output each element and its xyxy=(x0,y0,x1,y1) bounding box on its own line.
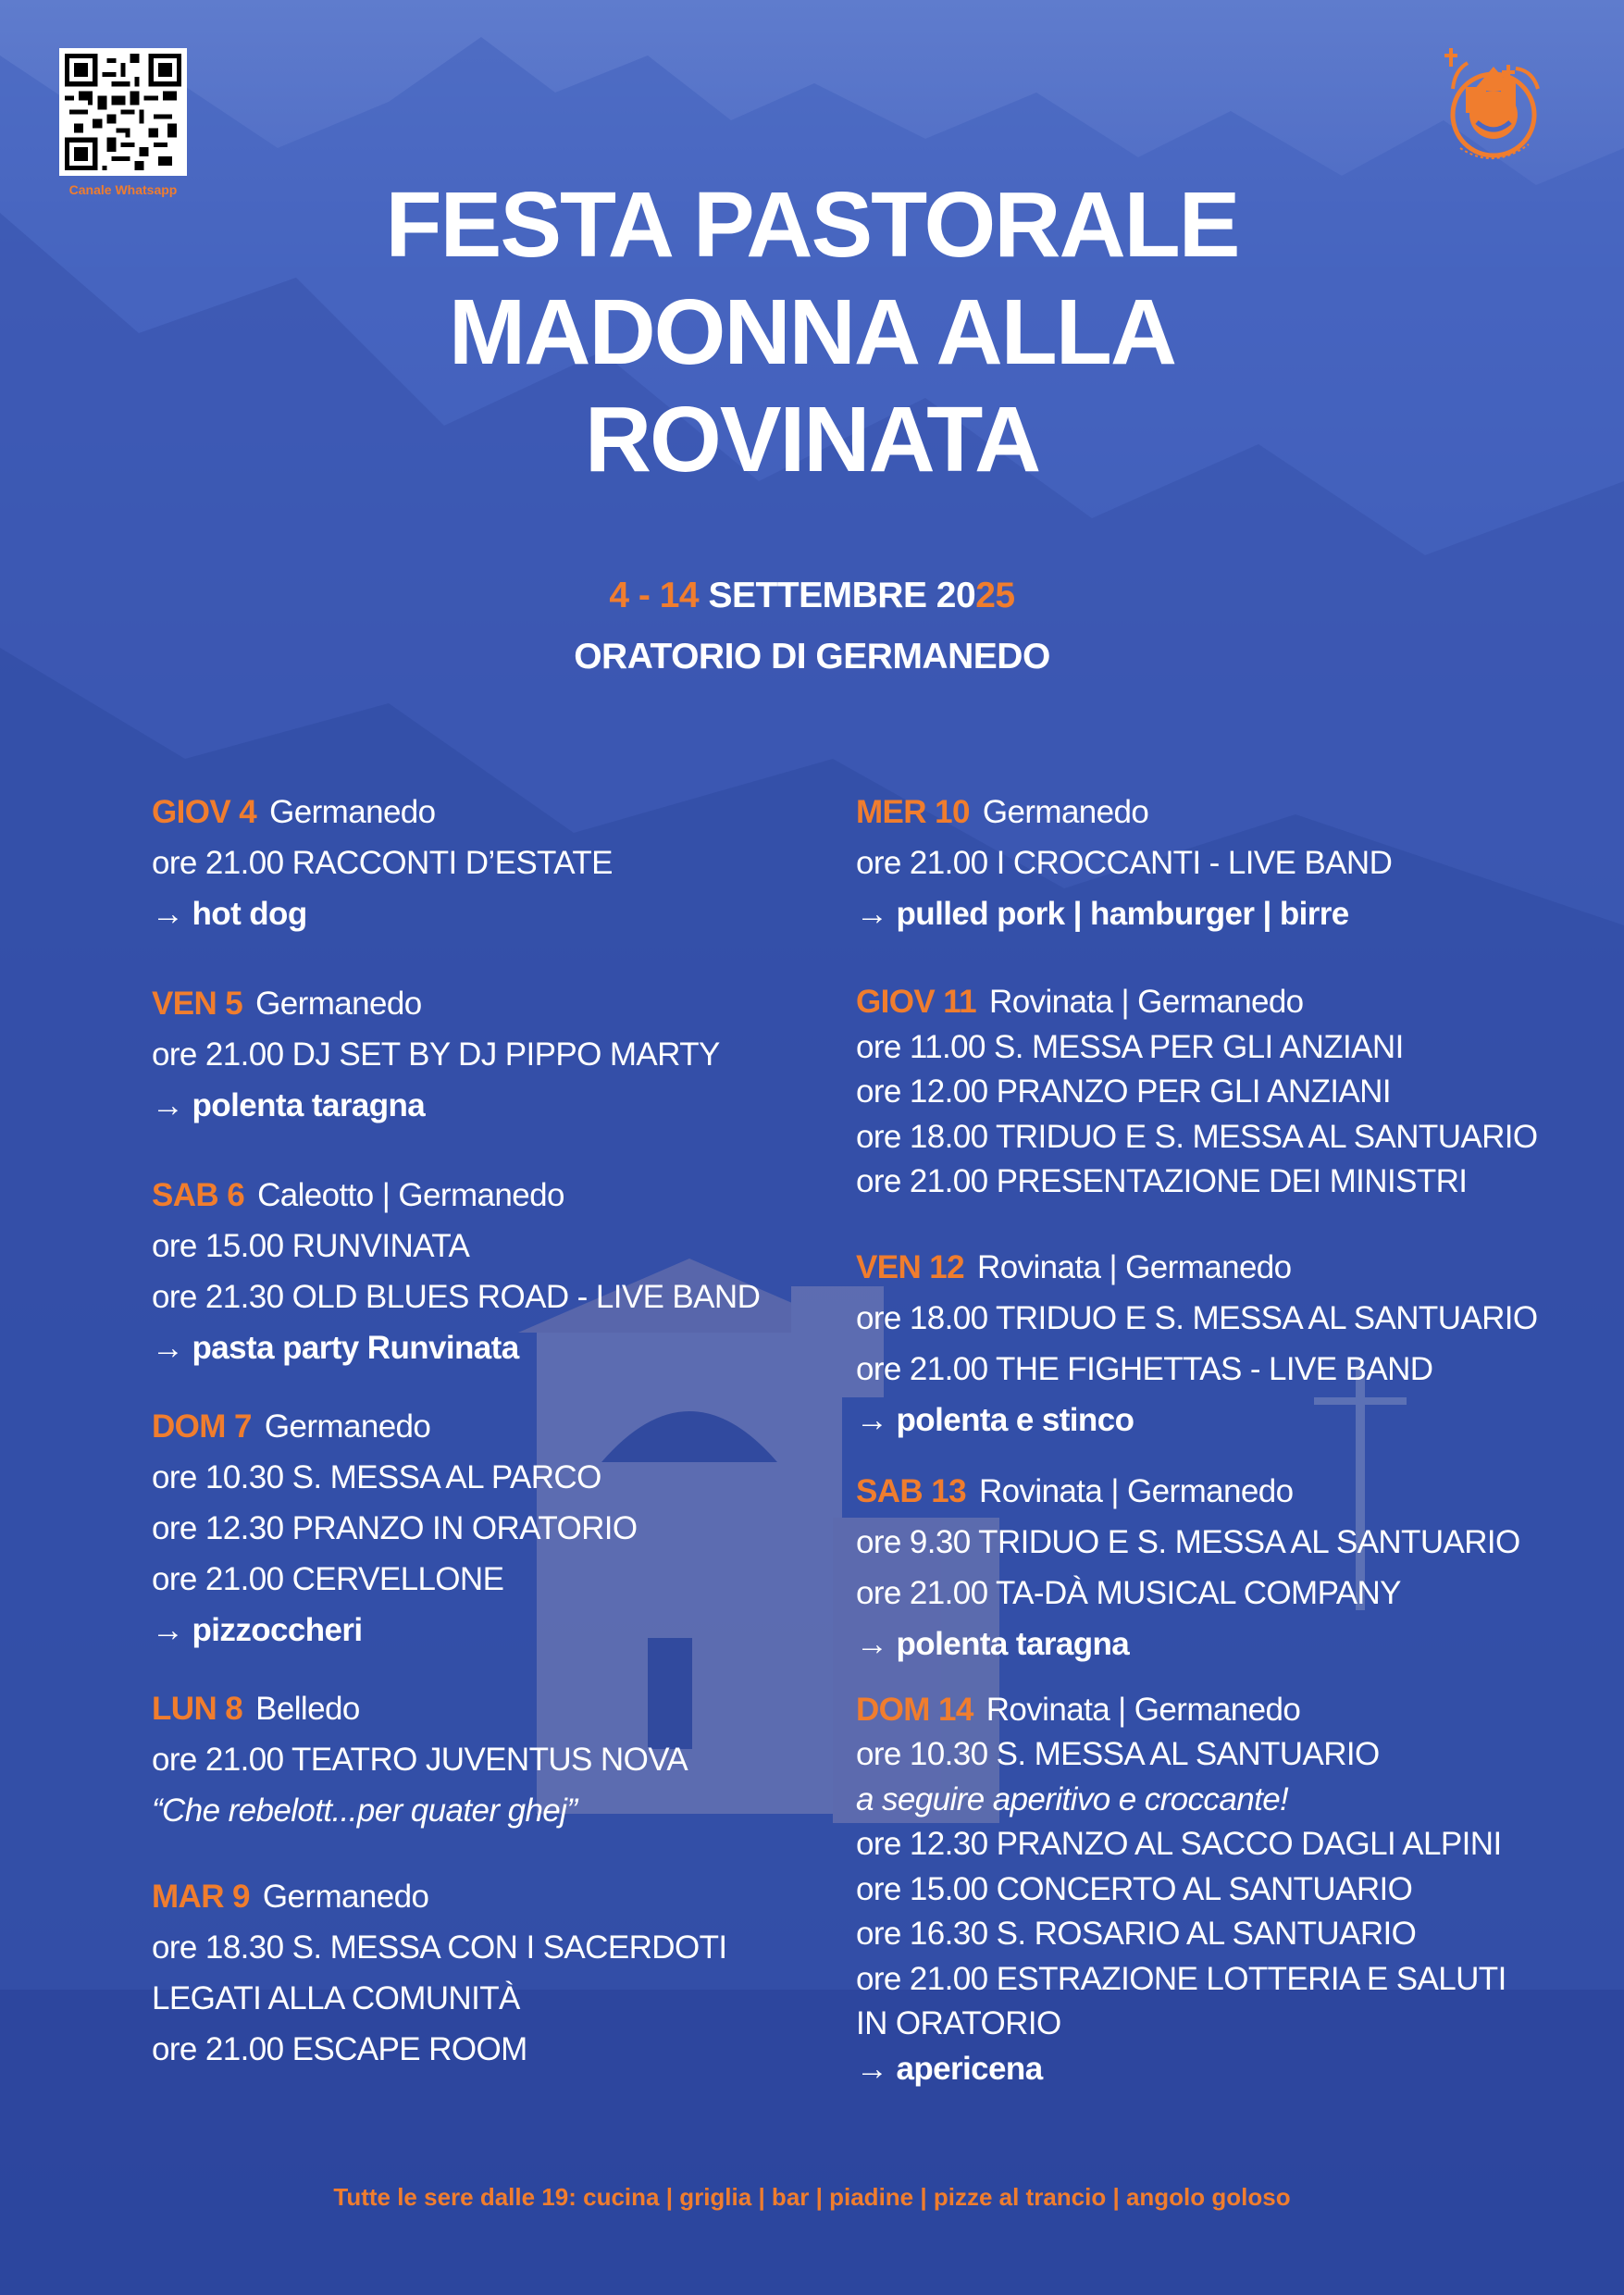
food-item: → apericena xyxy=(856,2050,1043,2087)
event-line: ore 21.00 THE FIGHETTAS - LIVE BAND xyxy=(856,1350,1433,1387)
date-range: 4 - 14 xyxy=(609,576,700,615)
schedule-right-column xyxy=(856,787,1596,2130)
day-place: Rovinata | Germanedo xyxy=(977,1248,1292,1285)
date-year-suffix: 25 xyxy=(975,576,1015,615)
day-place: Rovinata | Germanedo xyxy=(978,1472,1294,1509)
day-place: Germanedo xyxy=(255,986,422,1022)
day-label: MER 10 xyxy=(856,794,970,830)
food-item: → polenta taragna xyxy=(152,1087,426,1123)
date-month-year: SETTEMBRE 20 xyxy=(699,576,976,615)
day-label: LUN 8 xyxy=(152,1691,243,1727)
event-note: “Che rebelott...per quater ghej” xyxy=(152,1793,577,1829)
event-line: ore 12.00 PRANZO PER GLI ANZIANI xyxy=(856,1073,1391,1110)
event-line: ore 15.00 CONCERTO AL SANTUARIO xyxy=(856,1870,1413,1907)
day-place: Germanedo xyxy=(262,1879,429,1915)
day-place: Belledo xyxy=(255,1691,360,1727)
day-place: Germanedo xyxy=(264,1408,431,1445)
day-entry xyxy=(856,1242,1596,1445)
food-item: → pasta party Runvinata xyxy=(152,1330,519,1366)
day-label: VEN 12 xyxy=(856,1248,965,1285)
event-line: ore 11.00 S. MESSA PER GLI ANZIANI xyxy=(856,1028,1404,1065)
day-label: GIOV 4 xyxy=(152,794,257,830)
day-label: SAB 6 xyxy=(152,1177,245,1213)
title-line-1: FESTA PASTORALE xyxy=(385,173,1239,277)
event-note: a seguire aperitivo e croccante! xyxy=(856,1780,1289,1817)
day-label: MAR 9 xyxy=(152,1879,250,1915)
event-line: IN ORATORIO xyxy=(856,2005,1061,2041)
footer-note: Tutte le sere dalle 19: cucina | griglia | bar | piadine | pizze al trancio | angolo goloso xyxy=(333,2183,1291,2211)
day-entry xyxy=(856,1688,1596,2092)
schedule-left-column xyxy=(152,787,837,2114)
event-line: LEGATI ALLA COMUNITÀ xyxy=(152,1980,520,2016)
day-entry xyxy=(152,1170,837,1373)
day-entry xyxy=(856,1466,1596,1669)
event-line: ore 21.00 RACCONTI D’ESTATE xyxy=(152,845,613,881)
title-line-2: MADONNA ALLA xyxy=(448,280,1176,384)
event-line: ore 9.30 TRIDUO E S. MESSA AL SANTUARIO xyxy=(856,1523,1520,1560)
event-dates xyxy=(0,576,1624,616)
day-label: DOM 14 xyxy=(856,1691,973,1728)
event-line: ore 18.30 S. MESSA CON I SACERDOTI xyxy=(152,1929,727,1966)
day-entry xyxy=(856,787,1596,939)
group-logo xyxy=(1436,33,1556,172)
event-line: ore 18.00 TRIDUO E S. MESSA AL SANTUARIO xyxy=(856,1299,1538,1336)
food-item: → polenta e stinco xyxy=(856,1401,1134,1438)
event-line: ore 18.00 TRIDUO E S. MESSA AL SANTUARIO xyxy=(856,1118,1538,1155)
day-entry xyxy=(856,980,1596,1205)
day-place: Caleotto | Germanedo xyxy=(257,1177,564,1213)
day-place: Germanedo xyxy=(269,794,436,830)
event-venue: ORATORIO DI GERMANEDO xyxy=(574,637,1050,676)
event-line: ore 12.30 PRANZO IN ORATORIO xyxy=(152,1510,638,1546)
event-title xyxy=(0,171,1624,493)
event-line: ore 10.30 S. MESSA AL SANTUARIO xyxy=(856,1736,1380,1772)
day-entry xyxy=(152,1401,837,1656)
qr-caption: Canale Whatsapp xyxy=(68,182,178,197)
food-item: → pizzoccheri xyxy=(152,1612,363,1648)
food-item: → pulled pork | hamburger | birre xyxy=(856,896,1349,932)
event-line: ore 15.00 RUNVINATA xyxy=(152,1228,470,1264)
day-label: SAB 13 xyxy=(856,1472,966,1509)
event-line: ore 10.30 S. MESSA AL PARCO xyxy=(152,1459,601,1495)
food-item: → hot dog xyxy=(152,896,307,932)
event-line: ore 16.30 S. ROSARIO AL SANTUARIO xyxy=(856,1916,1417,1952)
day-place: Rovinata | Germanedo xyxy=(986,1691,1301,1728)
day-label: DOM 7 xyxy=(152,1408,252,1445)
day-label: VEN 5 xyxy=(152,986,243,1022)
event-line: ore 21.00 TA-DÀ MUSICAL COMPANY xyxy=(856,1574,1401,1611)
food-item: → polenta taragna xyxy=(856,1625,1130,1662)
event-line: ore 21.00 ESCAPE ROOM xyxy=(152,2031,527,2067)
qr-code[interactable] xyxy=(59,48,187,176)
event-line: ore 21.00 DJ SET BY DJ PIPPO MARTY xyxy=(152,1036,720,1073)
event-line: ore 12.30 PRANZO AL SACCO DAGLI ALPINI xyxy=(856,1826,1502,1862)
day-entry xyxy=(152,1871,837,2075)
day-entry xyxy=(152,787,837,939)
day-place: Germanedo xyxy=(982,794,1149,830)
day-entry xyxy=(152,978,837,1131)
event-line: ore 21.00 I CROCCANTI - LIVE BAND xyxy=(856,845,1393,881)
event-line: ore 21.00 PRESENTAZIONE DEI MINISTRI xyxy=(856,1163,1468,1199)
event-line: ore 21.00 ESTRAZIONE LOTTERIA E SALUTI xyxy=(856,1960,1506,1997)
event-line: ore 21.00 TEATRO JUVENTUS NOVA xyxy=(152,1742,688,1778)
event-line: ore 21.00 CERVELLONE xyxy=(152,1561,504,1597)
day-place: Rovinata | Germanedo xyxy=(989,984,1304,1020)
event-line: ore 21.30 OLD BLUES ROAD - LIVE BAND xyxy=(152,1279,761,1315)
day-label: GIOV 11 xyxy=(856,984,977,1020)
title-line-3: ROVINATA xyxy=(584,388,1040,491)
day-entry xyxy=(152,1683,837,1836)
